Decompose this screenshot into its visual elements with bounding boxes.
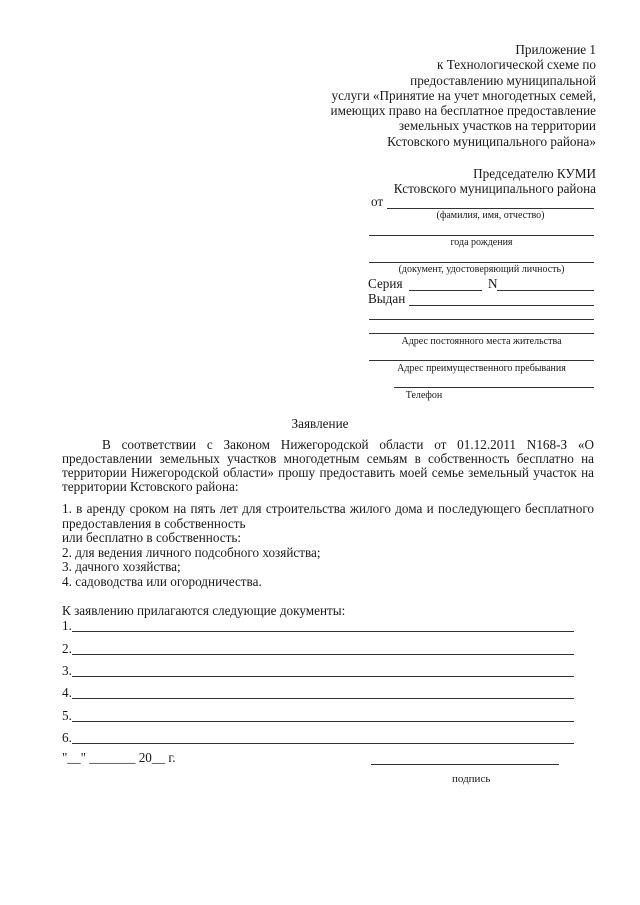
- phone-field[interactable]: [394, 387, 594, 388]
- permanent-address-field[interactable]: [369, 333, 594, 334]
- annex-line: предоставлению муниципальной: [410, 72, 596, 88]
- identity-document-field[interactable]: [369, 262, 594, 263]
- attachment-field[interactable]: [72, 654, 574, 655]
- attachment-field[interactable]: [72, 631, 574, 632]
- fio-caption: (фамилия, имя, отчество): [436, 210, 545, 221]
- attachment-field[interactable]: [72, 698, 574, 699]
- permanent-address-caption: Адрес постоянного места жительства: [401, 336, 562, 347]
- birth-caption: года рождения: [450, 237, 513, 248]
- statement-text: В соответствии с Законом Нижегородской области от 01.12.2011 N168-З «О предоставлении земельных участков многодетным семьям в собственность бесплатно на территории Нижегородской области» прошу предоставить моей семье земельный участок на территории Кстовского района:: [62, 437, 594, 495]
- attachment-field[interactable]: [72, 743, 574, 744]
- annex-header: [266, 42, 596, 149]
- number-field[interactable]: [497, 290, 594, 291]
- option-item[interactable]: 4. садоводства или огородничества.: [62, 573, 262, 589]
- addressee-line: Кстовского муниципального района: [393, 181, 596, 197]
- signature-caption: подпись: [452, 773, 491, 785]
- attachment-field[interactable]: [72, 676, 574, 677]
- option-item[interactable]: 2. для ведения личного подсобного хозяйства;: [62, 544, 321, 560]
- phone-caption: Телефон: [405, 390, 443, 401]
- annex-line: имеющих право на бесплатное предоставление: [330, 103, 596, 119]
- date-field[interactable]: "__" _______ 20__ г.: [62, 750, 176, 765]
- annex-line: земельных участков на территории: [398, 118, 596, 134]
- statement-paragraph: [62, 438, 594, 494]
- option-item[interactable]: 1. в аренду сроком на пять лет для строительства жилого дома и последующего бесплатного предоставления в собственность: [62, 501, 594, 531]
- option-item[interactable]: или бесплатно в собственность:: [62, 530, 242, 545]
- attachment-number: 3.: [62, 663, 72, 678]
- attachment-row: [62, 662, 574, 678]
- annex-line: услуги «Принятие на учет многодетных семей,: [331, 87, 596, 103]
- addressee-block: [266, 166, 596, 197]
- attachment-row: [62, 707, 574, 723]
- options-list: [62, 502, 594, 589]
- preferred-address-field[interactable]: [369, 360, 594, 361]
- series-field[interactable]: [409, 290, 482, 291]
- identity-document-caption: (документ, удостоверяющий личность): [398, 264, 565, 275]
- birth-year-field[interactable]: [369, 235, 594, 236]
- attachment-number: 5.: [62, 708, 72, 723]
- issued-field[interactable]: [409, 305, 594, 306]
- number-label: N: [488, 276, 498, 291]
- option-item[interactable]: 3. дачного хозяйства;: [62, 559, 181, 574]
- annex-line: к Технологической схеме по: [437, 57, 596, 73]
- annex-line: Кстовского муниципального района»: [387, 133, 596, 149]
- attachment-field[interactable]: [72, 721, 574, 722]
- fio-field[interactable]: [387, 208, 594, 209]
- addressee-line: Председателю КУМИ: [473, 166, 596, 181]
- signature-field[interactable]: [371, 764, 559, 765]
- issued-label: Выдан: [368, 291, 406, 306]
- attachment-number: 6.: [62, 730, 72, 745]
- from-label: от: [371, 194, 384, 209]
- statement-title: Заявление: [291, 416, 349, 431]
- attachment-number: 1.: [62, 618, 72, 633]
- attachment-number: 4.: [62, 685, 72, 700]
- attachment-row: [62, 729, 574, 745]
- attachment-row: [62, 684, 574, 700]
- attachment-row: [62, 640, 574, 656]
- attachments-title: К заявлению прилагаются следующие документы:: [62, 603, 346, 618]
- preferred-address-caption: Адрес преимущественного пребывания: [397, 363, 566, 374]
- attachment-row: [62, 617, 574, 633]
- issued-field-extra[interactable]: [369, 319, 594, 320]
- annex-line: Приложение 1: [515, 42, 596, 57]
- series-label: Серия: [368, 276, 403, 291]
- attachment-number: 2.: [62, 641, 72, 656]
